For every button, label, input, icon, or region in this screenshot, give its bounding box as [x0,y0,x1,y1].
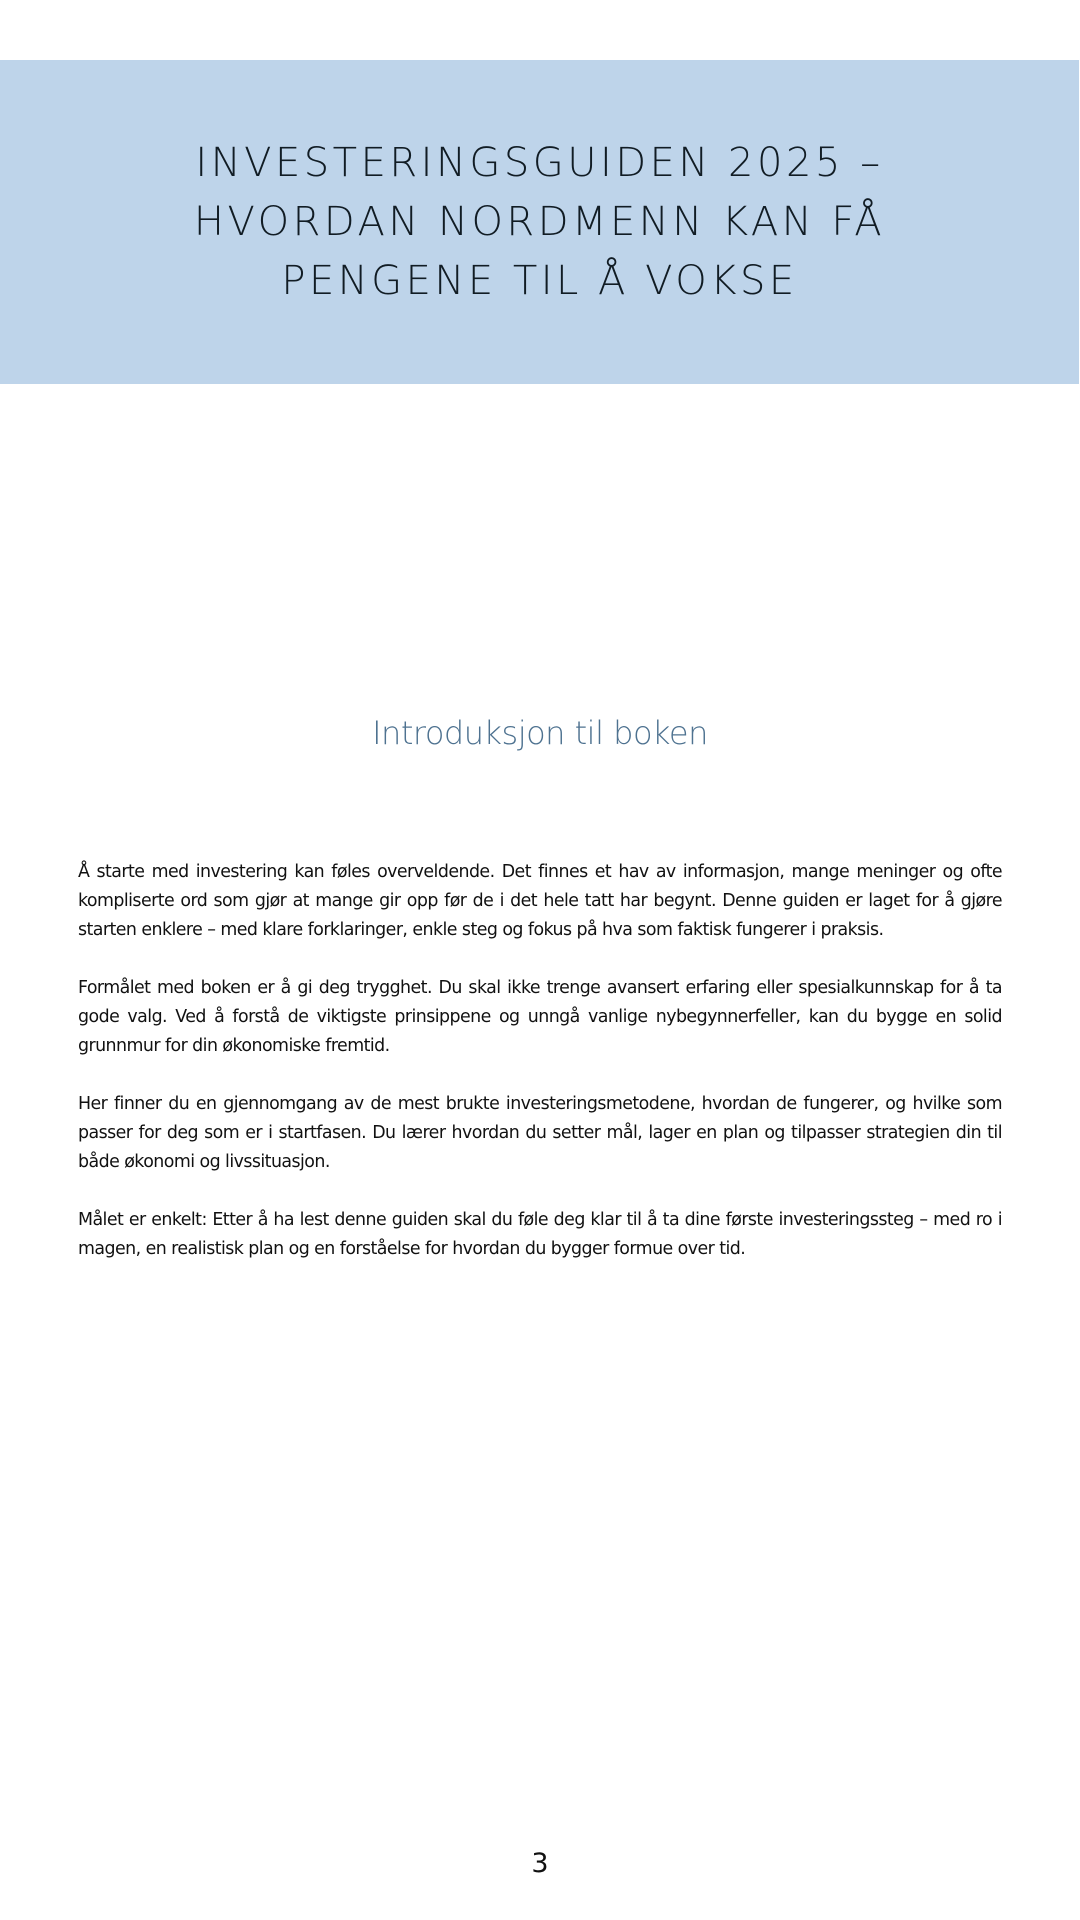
title-line-1: INVESTERINGSGUIDEN 2025 – [195,139,884,186]
paragraph: Å starte med investering kan føles overveldende. Det finnes et hav av informasjon, mange meninger og ofte kompliserte ord som gjør at mange gir opp før de i det hele tatt har begynt. Denne guiden er laget for å gjøre starten enklere – med klare forklaringer, enkle steg og fokus på hva som faktisk fungerer i praksis. [78,862,1002,940]
paragraph: Formålet med boken er å gi deg trygghet. Du skal ikke trenge avansert erfaring eller spesialkunnskap for å ta gode valg. Ved å forstå de viktigste prinsippene og unngå vanlige nybegynnerfeller, kan du bygge en solid grunnmur for din økonomiske fremtid. [78,978,1002,1056]
body-text [78,858,1002,1293]
paragraph: Her finner du en gjennomgang av de mest brukte investeringsmetodene, hvordan de fungerer, og hvilke som passer for deg som er i startfasen. Du lærer hvordan du setter mål, lager en plan og tilpasser strategien din til både økonomi og livssituasjon. [78,1094,1002,1172]
title-banner [0,60,1079,384]
paragraph: Målet er enkelt: Etter å ha lest denne guiden skal du føle deg klar til å ta dine første investeringssteg – med ro i magen, en realistisk plan og en forståelse for hvordan du bygger formue over tid. [78,1210,1002,1259]
document-title [90,134,990,311]
section-heading: Introduksjon til boken [372,714,708,752]
page-number: 3 [531,1848,549,1879]
title-line-3: PENGENE TIL Å VOKSE [281,257,798,304]
title-line-2: HVORDAN NORDMENN KAN FÅ [193,198,886,245]
